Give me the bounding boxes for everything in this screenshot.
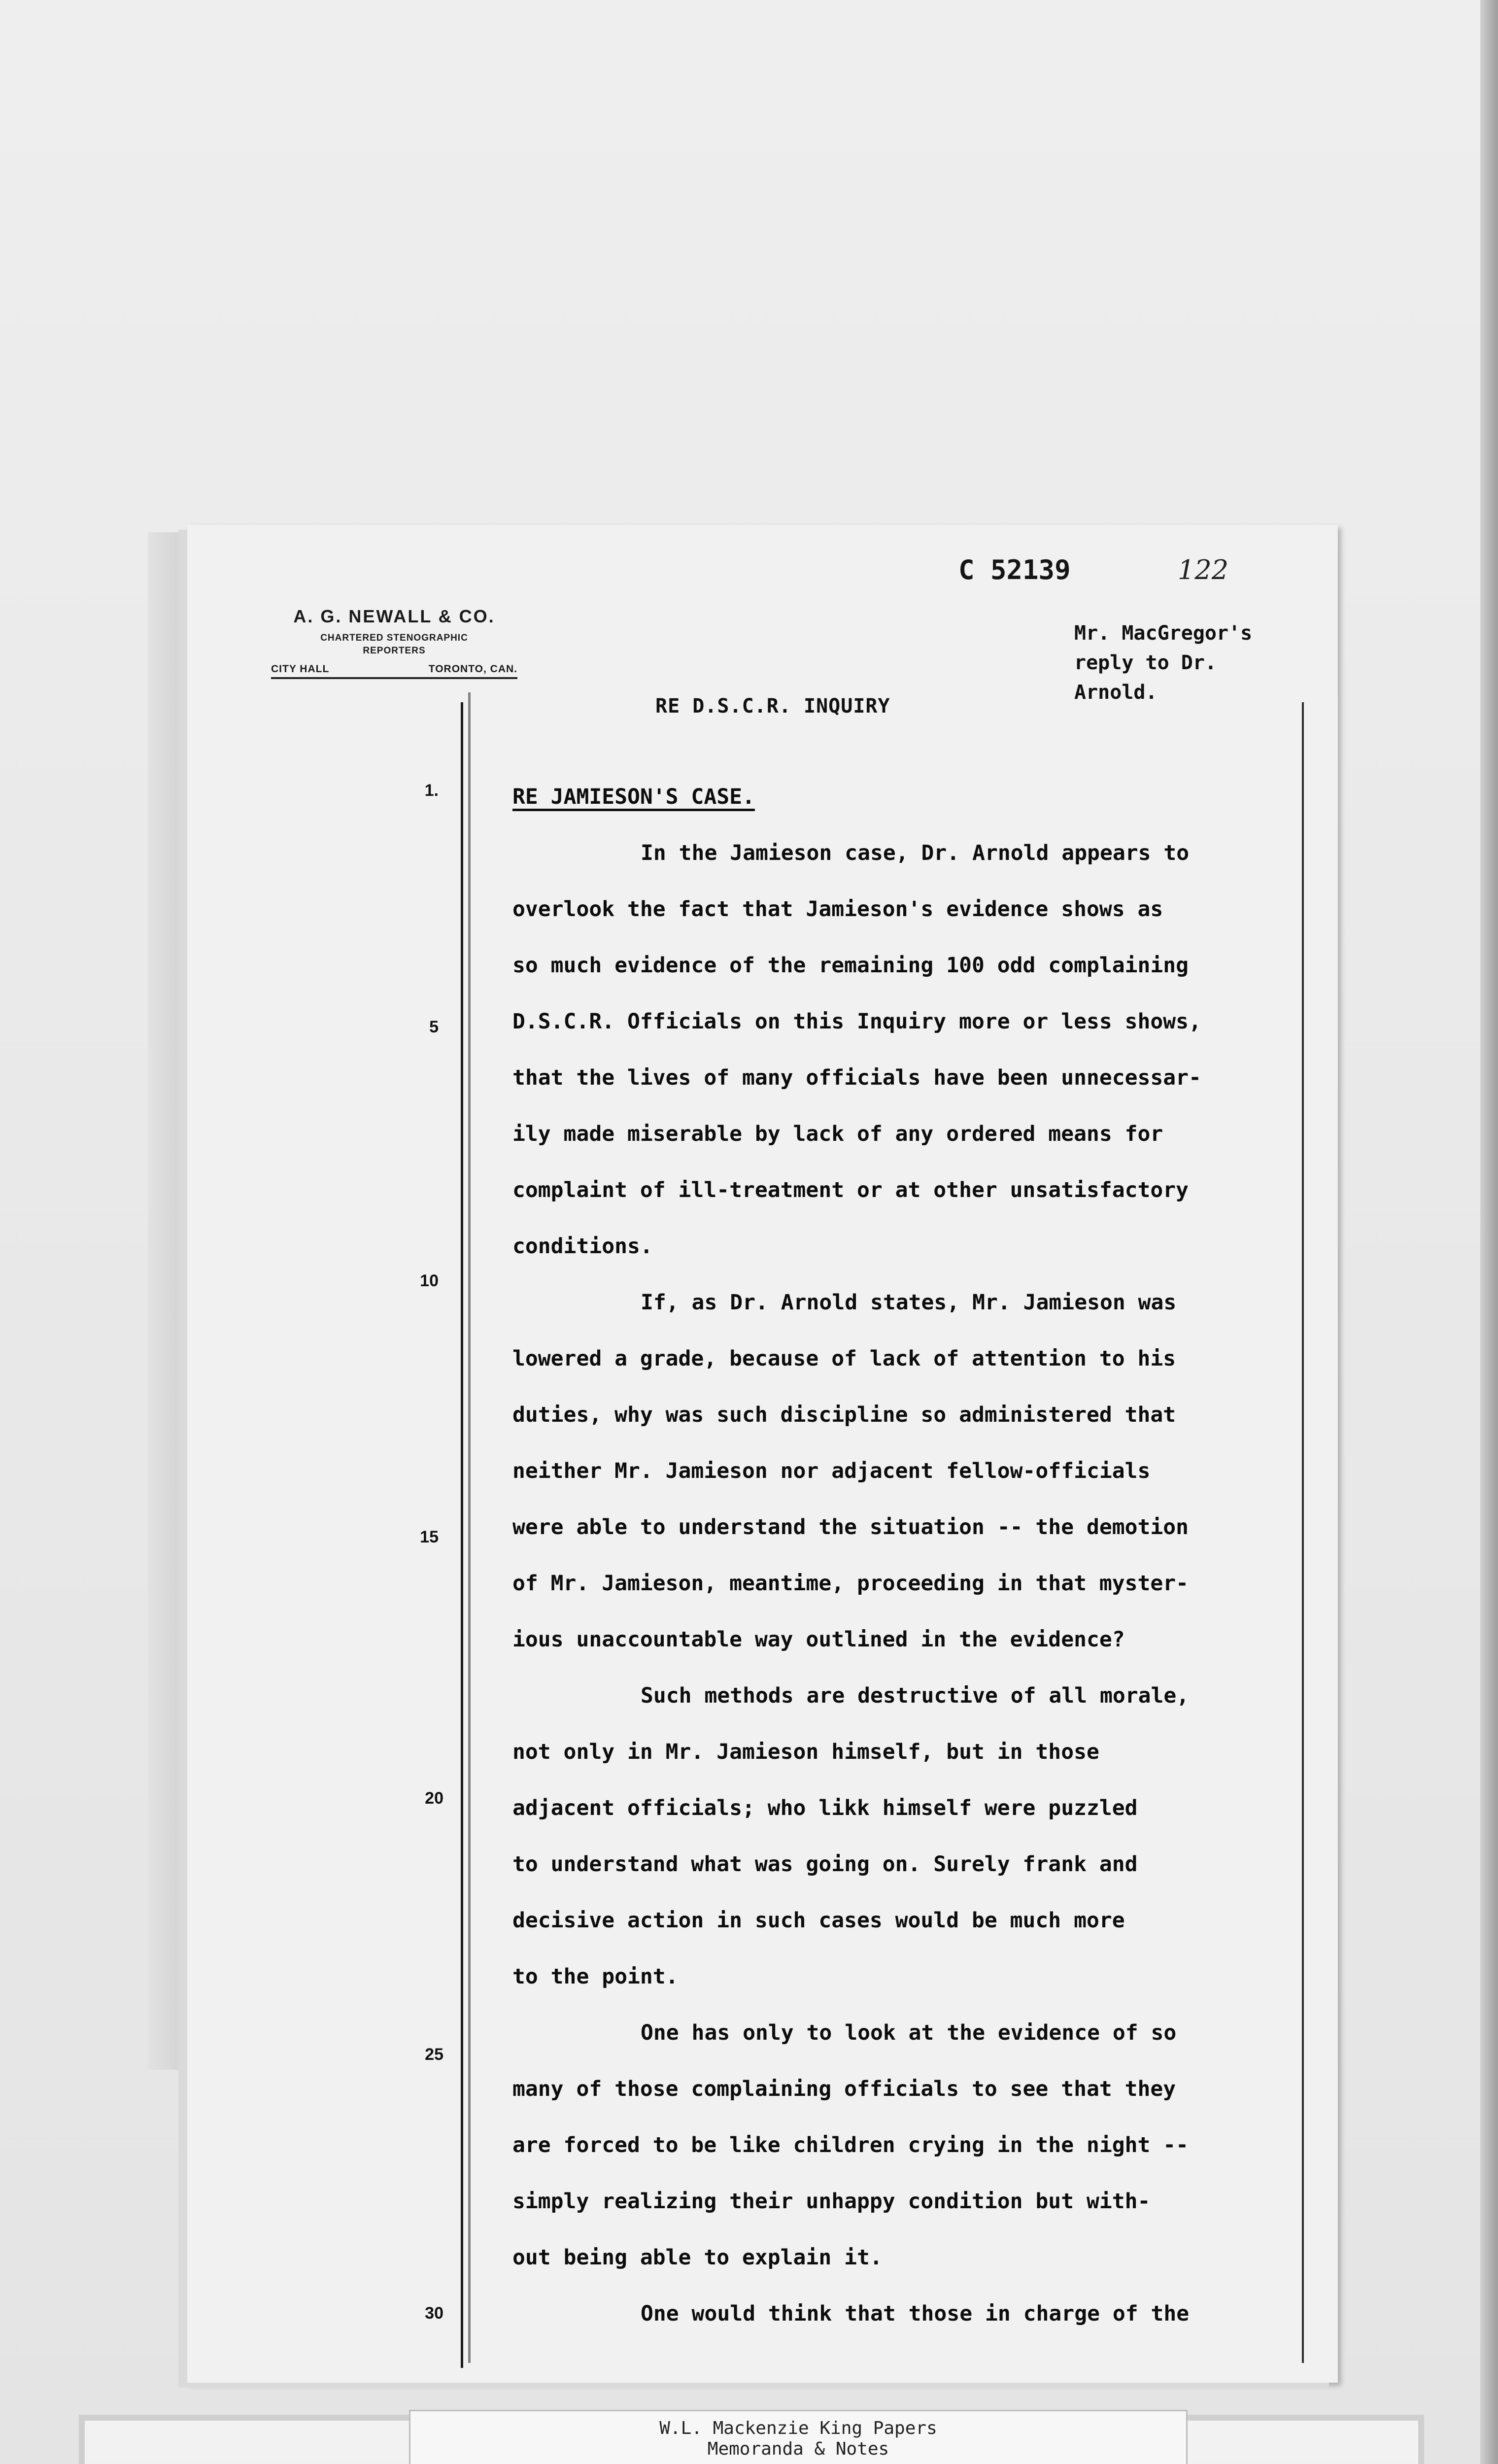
film-edge: [1480, 0, 1498, 2464]
line-number-30: 30: [425, 2304, 443, 2323]
text-line: ily made miserable by lack of any ordered means for: [512, 1122, 1163, 1146]
text-line: D.S.C.R. Officials on this Inquiry more or less shows,: [512, 1009, 1201, 1034]
letterhead-city: CITY HALL: [271, 663, 330, 675]
line-number-25: 25: [425, 2045, 443, 2064]
text-line: ious unaccountable way outlined in the evidence?: [512, 1627, 1125, 1652]
handwritten-page-number: 122: [1178, 554, 1229, 585]
text-line: One would think that those in charge of the: [641, 2301, 1190, 2326]
section-heading: RE JAMIESON'S CASE.: [512, 785, 755, 809]
text-line: so much evidence of the remaining 100 odd complaining: [512, 953, 1189, 978]
collection-series: Memoranda & Notes: [707, 2439, 889, 2459]
margin-rule: [461, 702, 463, 2368]
side-note-line1: Mr. MacGregor's: [1074, 622, 1253, 645]
text-line: Such methods are destructive of all morale,: [641, 1683, 1190, 1708]
text-line: One has only to look at the evidence of so: [641, 2020, 1177, 2045]
text-line: simply realizing their unhappy condition but with-: [512, 2189, 1151, 2214]
side-note-line3: Arnold.: [1074, 681, 1158, 704]
letterhead-line1: CHARTERED STENOGRAPHIC: [320, 633, 468, 643]
letterhead-place: TORONTO, CAN.: [428, 663, 517, 675]
text-line: duties, why was such discipline so administered that: [512, 1403, 1176, 1427]
text-line: conditions.: [512, 1234, 653, 1259]
line-number-15: 15: [420, 1528, 439, 1546]
text-line: to understand what was going on. Surely frank and: [512, 1852, 1138, 1877]
text-line: In the Jamieson case, Dr. Arnold appears to: [641, 841, 1190, 865]
text-line: are forced to be like children crying in the night --: [512, 2133, 1189, 2157]
typed-document-page: [187, 525, 1338, 2383]
text-line: overlook the fact that Jamieson's evidence shows as: [512, 897, 1163, 922]
text-line: many of those complaining officials to see that they: [512, 2077, 1176, 2101]
collection-tag: [409, 2410, 1188, 2464]
underlying-page: [148, 532, 192, 2070]
document-title: RE D.S.C.R. INQUIRY: [655, 695, 890, 718]
line-number-20: 20: [425, 1789, 443, 1808]
text-line: to the point.: [512, 1964, 679, 1989]
text-line: neither Mr. Jamieson nor adjacent fellow-officials: [512, 1459, 1151, 1483]
letterhead: [271, 606, 517, 679]
text-line: not only in Mr. Jamieson himself, but in those: [512, 1740, 1099, 1764]
text-line: decisive action in such cases would be much more: [512, 1908, 1125, 1933]
line-number-10: 10: [420, 1271, 439, 1290]
document-body: [512, 769, 1360, 2342]
letterhead-line2: REPORTERS: [363, 646, 426, 656]
text-line: of Mr. Jamieson, meantime, proceeding in that myster-: [512, 1571, 1189, 1596]
text-line: complaint of ill-treatment or at other unsatisfactory: [512, 1178, 1189, 1202]
collection-name: W.L. Mackenzie King Papers: [659, 2418, 937, 2438]
line-number-5: 5: [429, 1018, 439, 1036]
text-line: out being able to explain it.: [512, 2245, 883, 2270]
text-line: adjacent officials; who likk himself were puzzled: [512, 1796, 1138, 1820]
margin-rule-secondary: [468, 692, 471, 2363]
line-number-1: 1.: [424, 781, 439, 800]
letterhead-address: [271, 663, 517, 679]
text-line: lowered a grade, because of lack of attention to his: [512, 1346, 1176, 1371]
text-line: were able to understand the situation -- the demotion: [512, 1515, 1189, 1540]
archive-label: [74, 2410, 1429, 2464]
side-note-line2: reply to Dr.: [1074, 651, 1217, 674]
side-note: [1074, 618, 1330, 707]
text-line: that the lives of many officials have been unnecessar-: [512, 1065, 1201, 1090]
document-number: C 52139: [958, 554, 1071, 585]
letterhead-firm-name: A. G. NEWALL & CO.: [293, 606, 495, 626]
text-line: If, as Dr. Arnold states, Mr. Jamieson was: [641, 1290, 1177, 1315]
